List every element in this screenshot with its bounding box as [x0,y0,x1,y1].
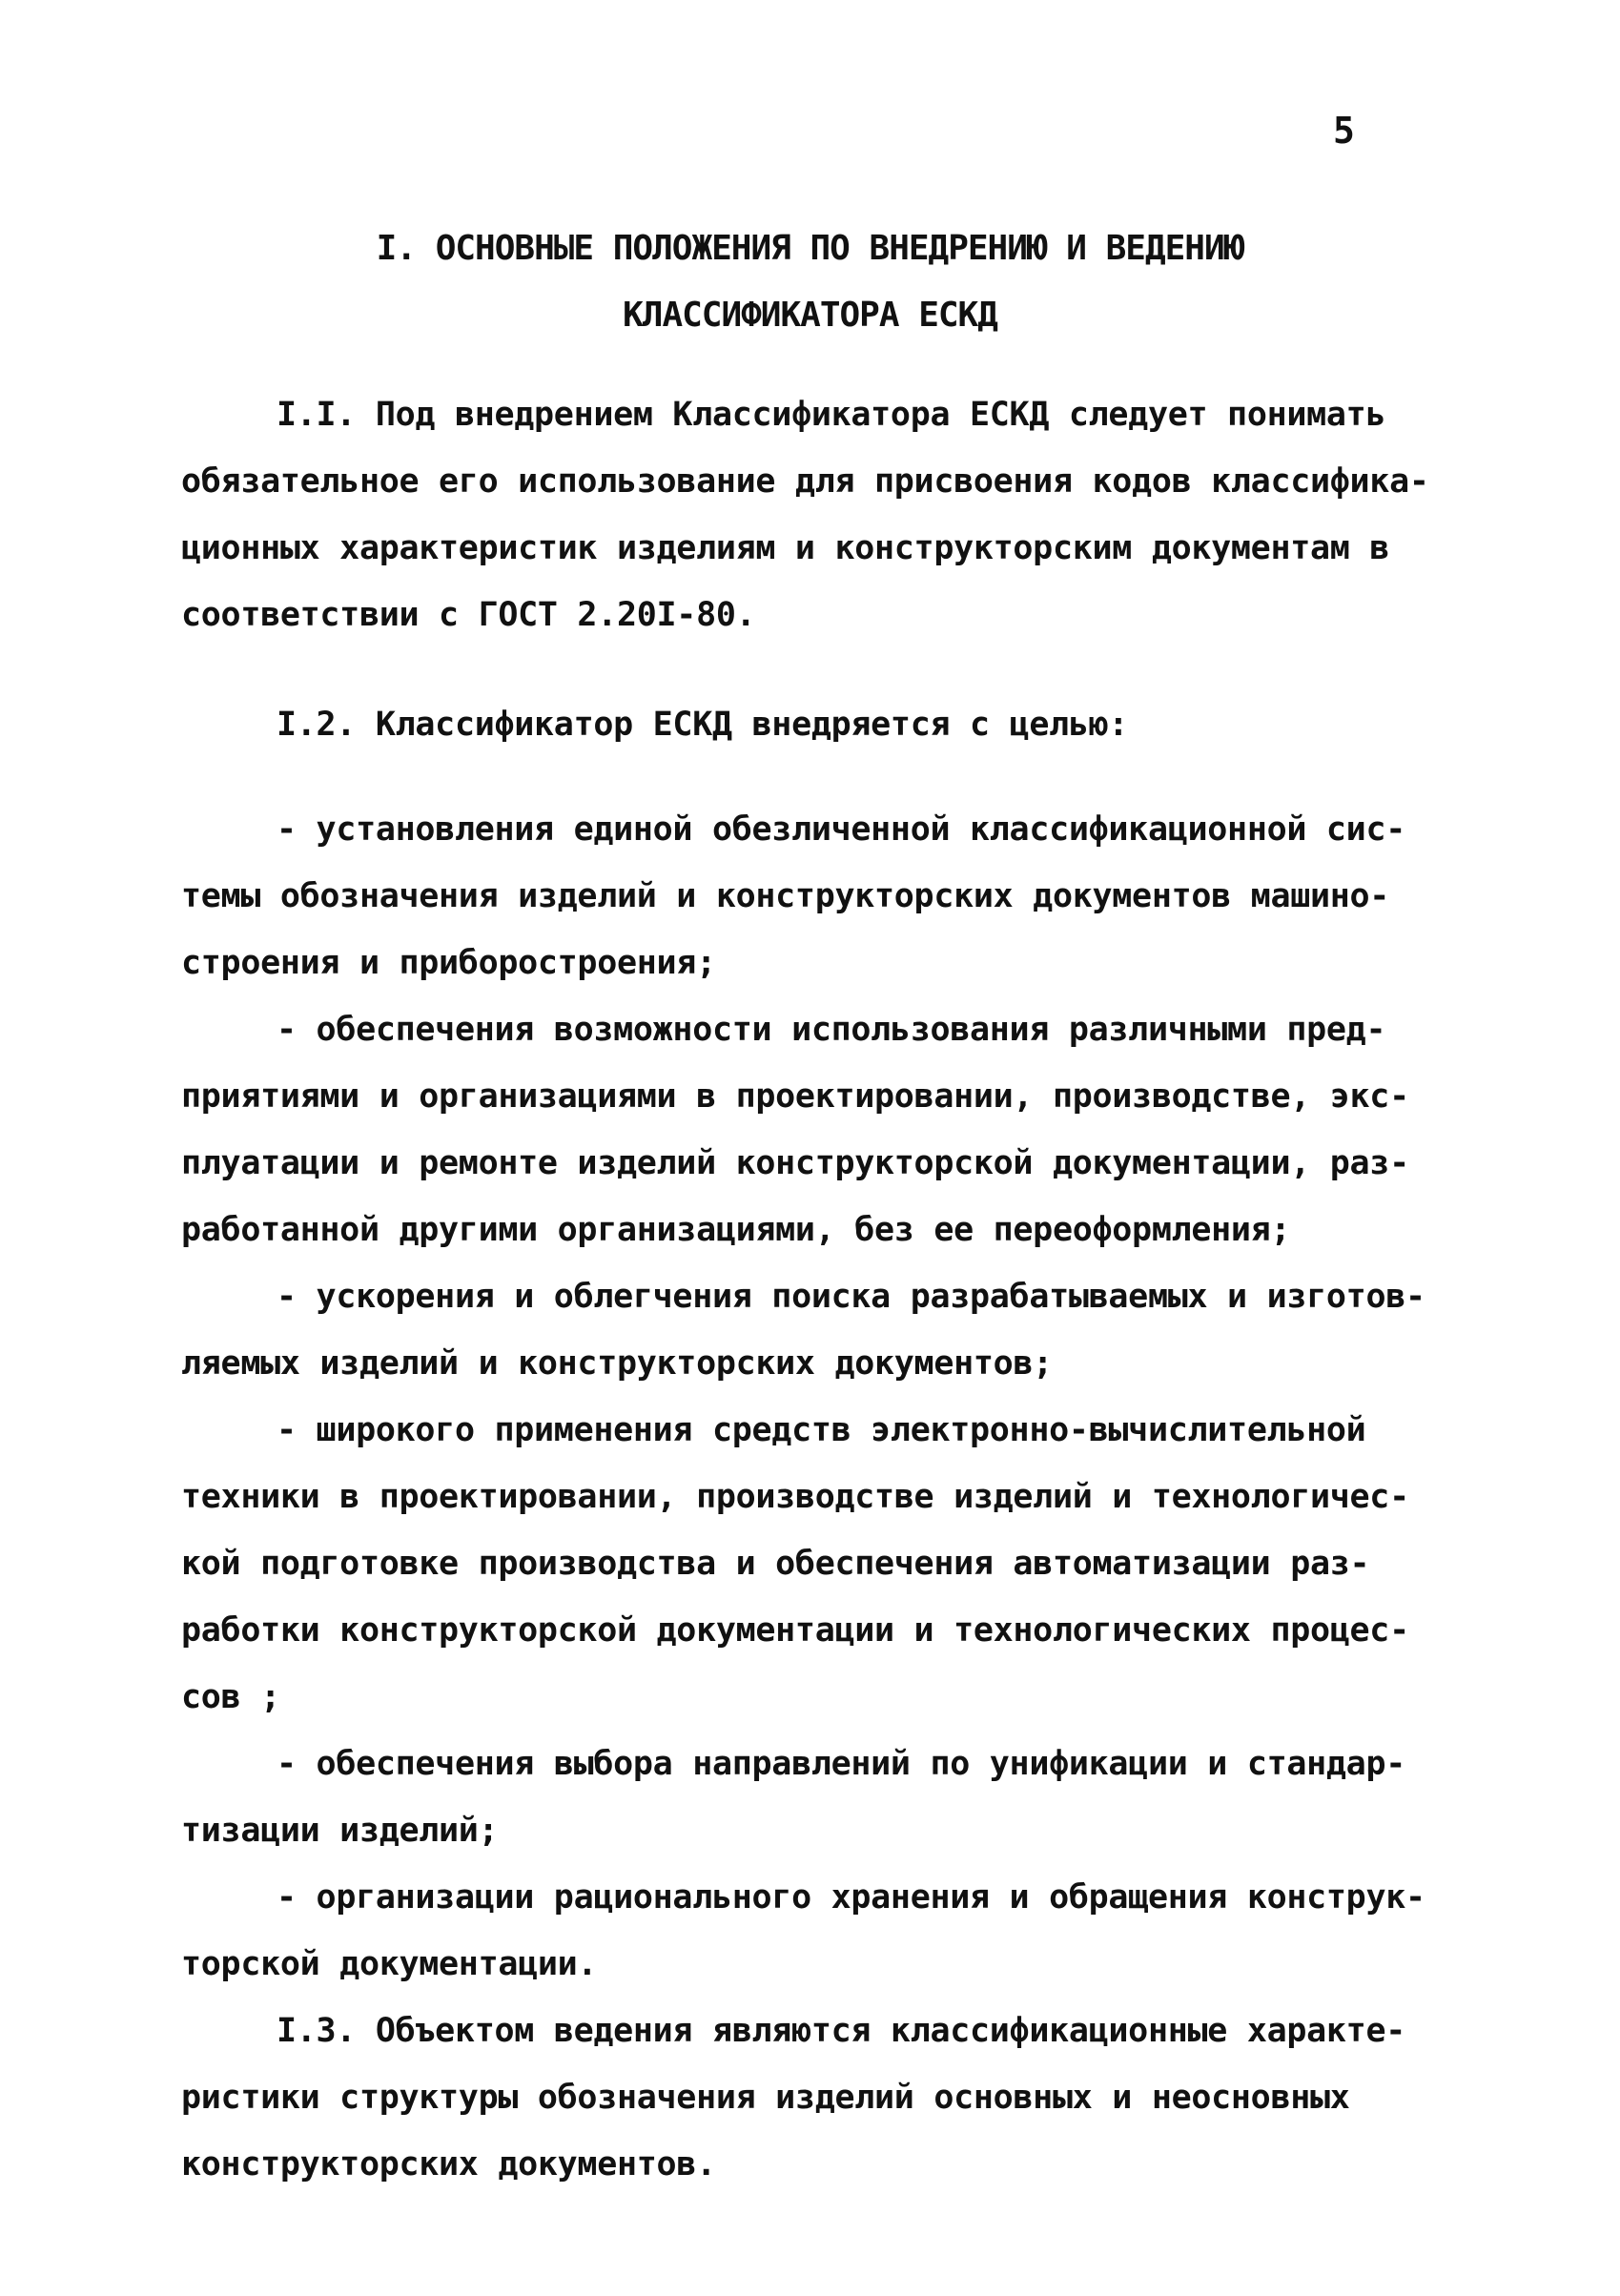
page-number: 5 [1333,110,1355,152]
list-item-line: торской документации. [181,1945,598,1983]
list-item-line: темы обозначения изделий и конструкторских документов машино- [181,877,1390,915]
list-item-line: - ускорения и облегчения поиска разрабатываемых и изготов- [277,1278,1425,1316]
section-heading-line-2: КЛАССИФИКАТОРА ЕСКД [623,296,997,335]
list-item-line: - широкого применения средств электронно-вычислительной [277,1411,1366,1449]
paragraph-line: I.I. Под внедрением Классификатора ЕСКД следует понимать [277,396,1386,434]
list-item-line: работанной другими организациями, без ее переоформления; [181,1211,1291,1249]
list-item-line: - установления единой обезличенной классификационной сис- [277,810,1405,849]
paragraph-line: конструкторских документов. [181,2145,716,2183]
list-item-line: строения и приборостроения; [181,944,716,982]
list-item-line: тизации изделий; [181,1812,499,1850]
section-heading-line-1: I. ОСНОВНЫЕ ПОЛОЖЕНИЯ ПО ВНЕДРЕНИЮ И ВЕДЕНИЮ [376,229,1244,268]
list-item-line: приятиями и организациями в проектировании, производстве, экс- [181,1077,1409,1116]
paragraph-line: I.2. Классификатор ЕСКД внедряется с целью: [277,706,1129,744]
paragraph-line: I.3. Объектом ведения являются классификационные характе- [277,2012,1405,2050]
paragraph-line: обязательное его использование для присвоения кодов классифика- [181,462,1429,501]
list-item-line: техники в проектировании, производстве изделий и технологичес- [181,1478,1409,1516]
list-item-line: - организации рационального хранения и обращения конструк- [277,1878,1425,1917]
list-item-line: кой подготовке производства и обеспечения автоматизации раз- [181,1545,1370,1583]
list-item-line: сов ; [181,1678,280,1716]
list-item-line: ляемых изделий и конструкторских документов; [181,1344,1053,1383]
list-item-line: работки конструкторской документации и технологических процес- [181,1611,1409,1650]
paragraph-line: соответствии с ГОСТ 2.20I-80. [181,596,756,634]
list-item-line: - обеспечения возможности использования различными пред- [277,1011,1386,1049]
paragraph-line: ристики структуры обозначения изделий основных и неосновных [181,2079,1350,2117]
list-item-line: - обеспечения выбора направлений по унификации и стандар- [277,1745,1405,1783]
paragraph-line: ционных характеристик изделиям и конструкторским документам в [181,529,1390,567]
list-item-line: плуатации и ремонте изделий конструкторской документации, раз- [181,1144,1409,1182]
